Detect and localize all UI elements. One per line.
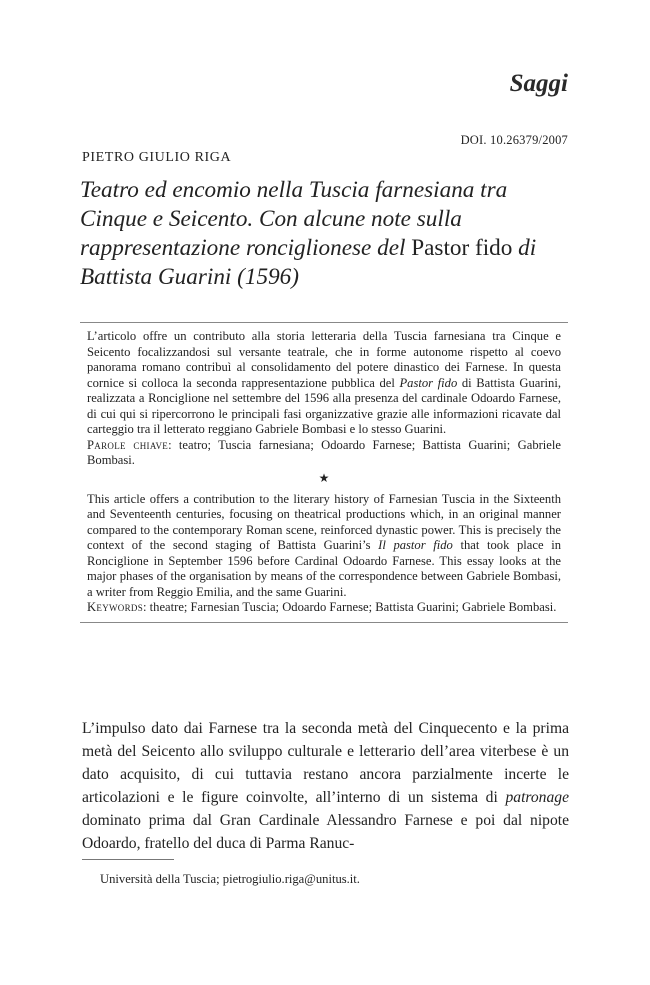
body-text-cont: dominato prima dal Gran Cardinale Alessandro Farnese e poi dal nipote Odoardo, fratello del duca di Parma Ranuc- (82, 812, 569, 852)
keywords-it-label: Parole chiave (87, 437, 169, 452)
section-label: Saggi (509, 70, 568, 97)
abstract-en-text: This article offers a contribution to the literary history of Farnesian Tuscia in the Sixteenth and Seventeenth centuries, focusing on theatrical productions which, in an original manner compared to the contemporary Roman scene, reinforced dynastic power. This is precisely the context of the second staging of Battista Guarini’s (87, 491, 561, 552)
body-paragraph (82, 717, 569, 855)
abstract-en-text-cont: that took place in Ronciglione in September 1596 before Cardinal Odoardo Farnese. This essay looks at the major phases of the organisation by means of the correspondence between Gabriele Bombasi, a writer from Reggio Emilia, and the same Guarini. (87, 538, 561, 599)
title-italic-part: Teatro ed encomio nella Tuscia farnesiana tra Cinque e Seicento. Con alcune note sulla rappresentazione ronciglionese del (80, 177, 508, 261)
footnote: Università della Tuscia; pietrogiulio.riga@unitus.it. (100, 872, 360, 886)
article-title (80, 176, 580, 292)
abstract-it-text: L’articolo offre un contributo alla storia letteraria della Tuscia farnesiana tra Cinque e Seicento focalizzandosi sul versante teatrale, che in forme autonome rispetto al coevo panorama romano contribuì al consolidamento del potere dinastico dei Farnese. In questa cornice si colloca la seconda rappresentazione pubblica del (87, 329, 561, 390)
abstract-english (87, 492, 561, 616)
star-separator: ★ (318, 470, 330, 485)
author-name: PIETRO GIULIO RIGA (82, 150, 232, 165)
footnote-rule (82, 859, 174, 860)
abstract-en-work-title: Il pastor fido (378, 538, 453, 552)
abstract-it-work-title: Pastor fido (399, 375, 458, 390)
title-italic-end: di Battista Guarini (1596) (80, 235, 537, 290)
keywords-en-label: Keywords (87, 600, 143, 614)
abstract-it-text-cont: di Battista Guarini, realizzata a Ronciglione nel settembre del 1596 alla presenza del cardinale Odoardo Farnese, di cui qui si ripercorrono le principali fasi organizzative grazie alle informazioni ricavate dal carteggio tra il letterato reggiano Gabriele Bombasi e lo stesso Guarini. (87, 375, 561, 436)
keywords-en: : theatre; Farnesian Tuscia; Odoardo Farnese; Battista Guarini; Gabriele Bombasi. (143, 600, 557, 614)
body-text: L’impulso dato dai Farnese tra la seconda metà del Cinquecento e la prima metà del Seicento allo sviluppo culturale e letterario dell’area viterbese è un dato acquisito, di cui tuttavia restano ancora parzialmente incerte le articolazioni e le figure coinvolte, all’interno di un sistema di (82, 720, 569, 806)
abstract-italian (87, 329, 561, 469)
body-italic-term: patronage (505, 789, 569, 806)
keywords-it: : teatro; Tuscia farnesiana; Odoardo Farnese; Battista Guarini; Gabriele Bombasi. (87, 437, 561, 467)
doi-label: DOI. 10.26379/2007 (460, 133, 568, 147)
title-upright-part: Pastor fido (411, 235, 513, 261)
abstract-box (80, 322, 568, 623)
